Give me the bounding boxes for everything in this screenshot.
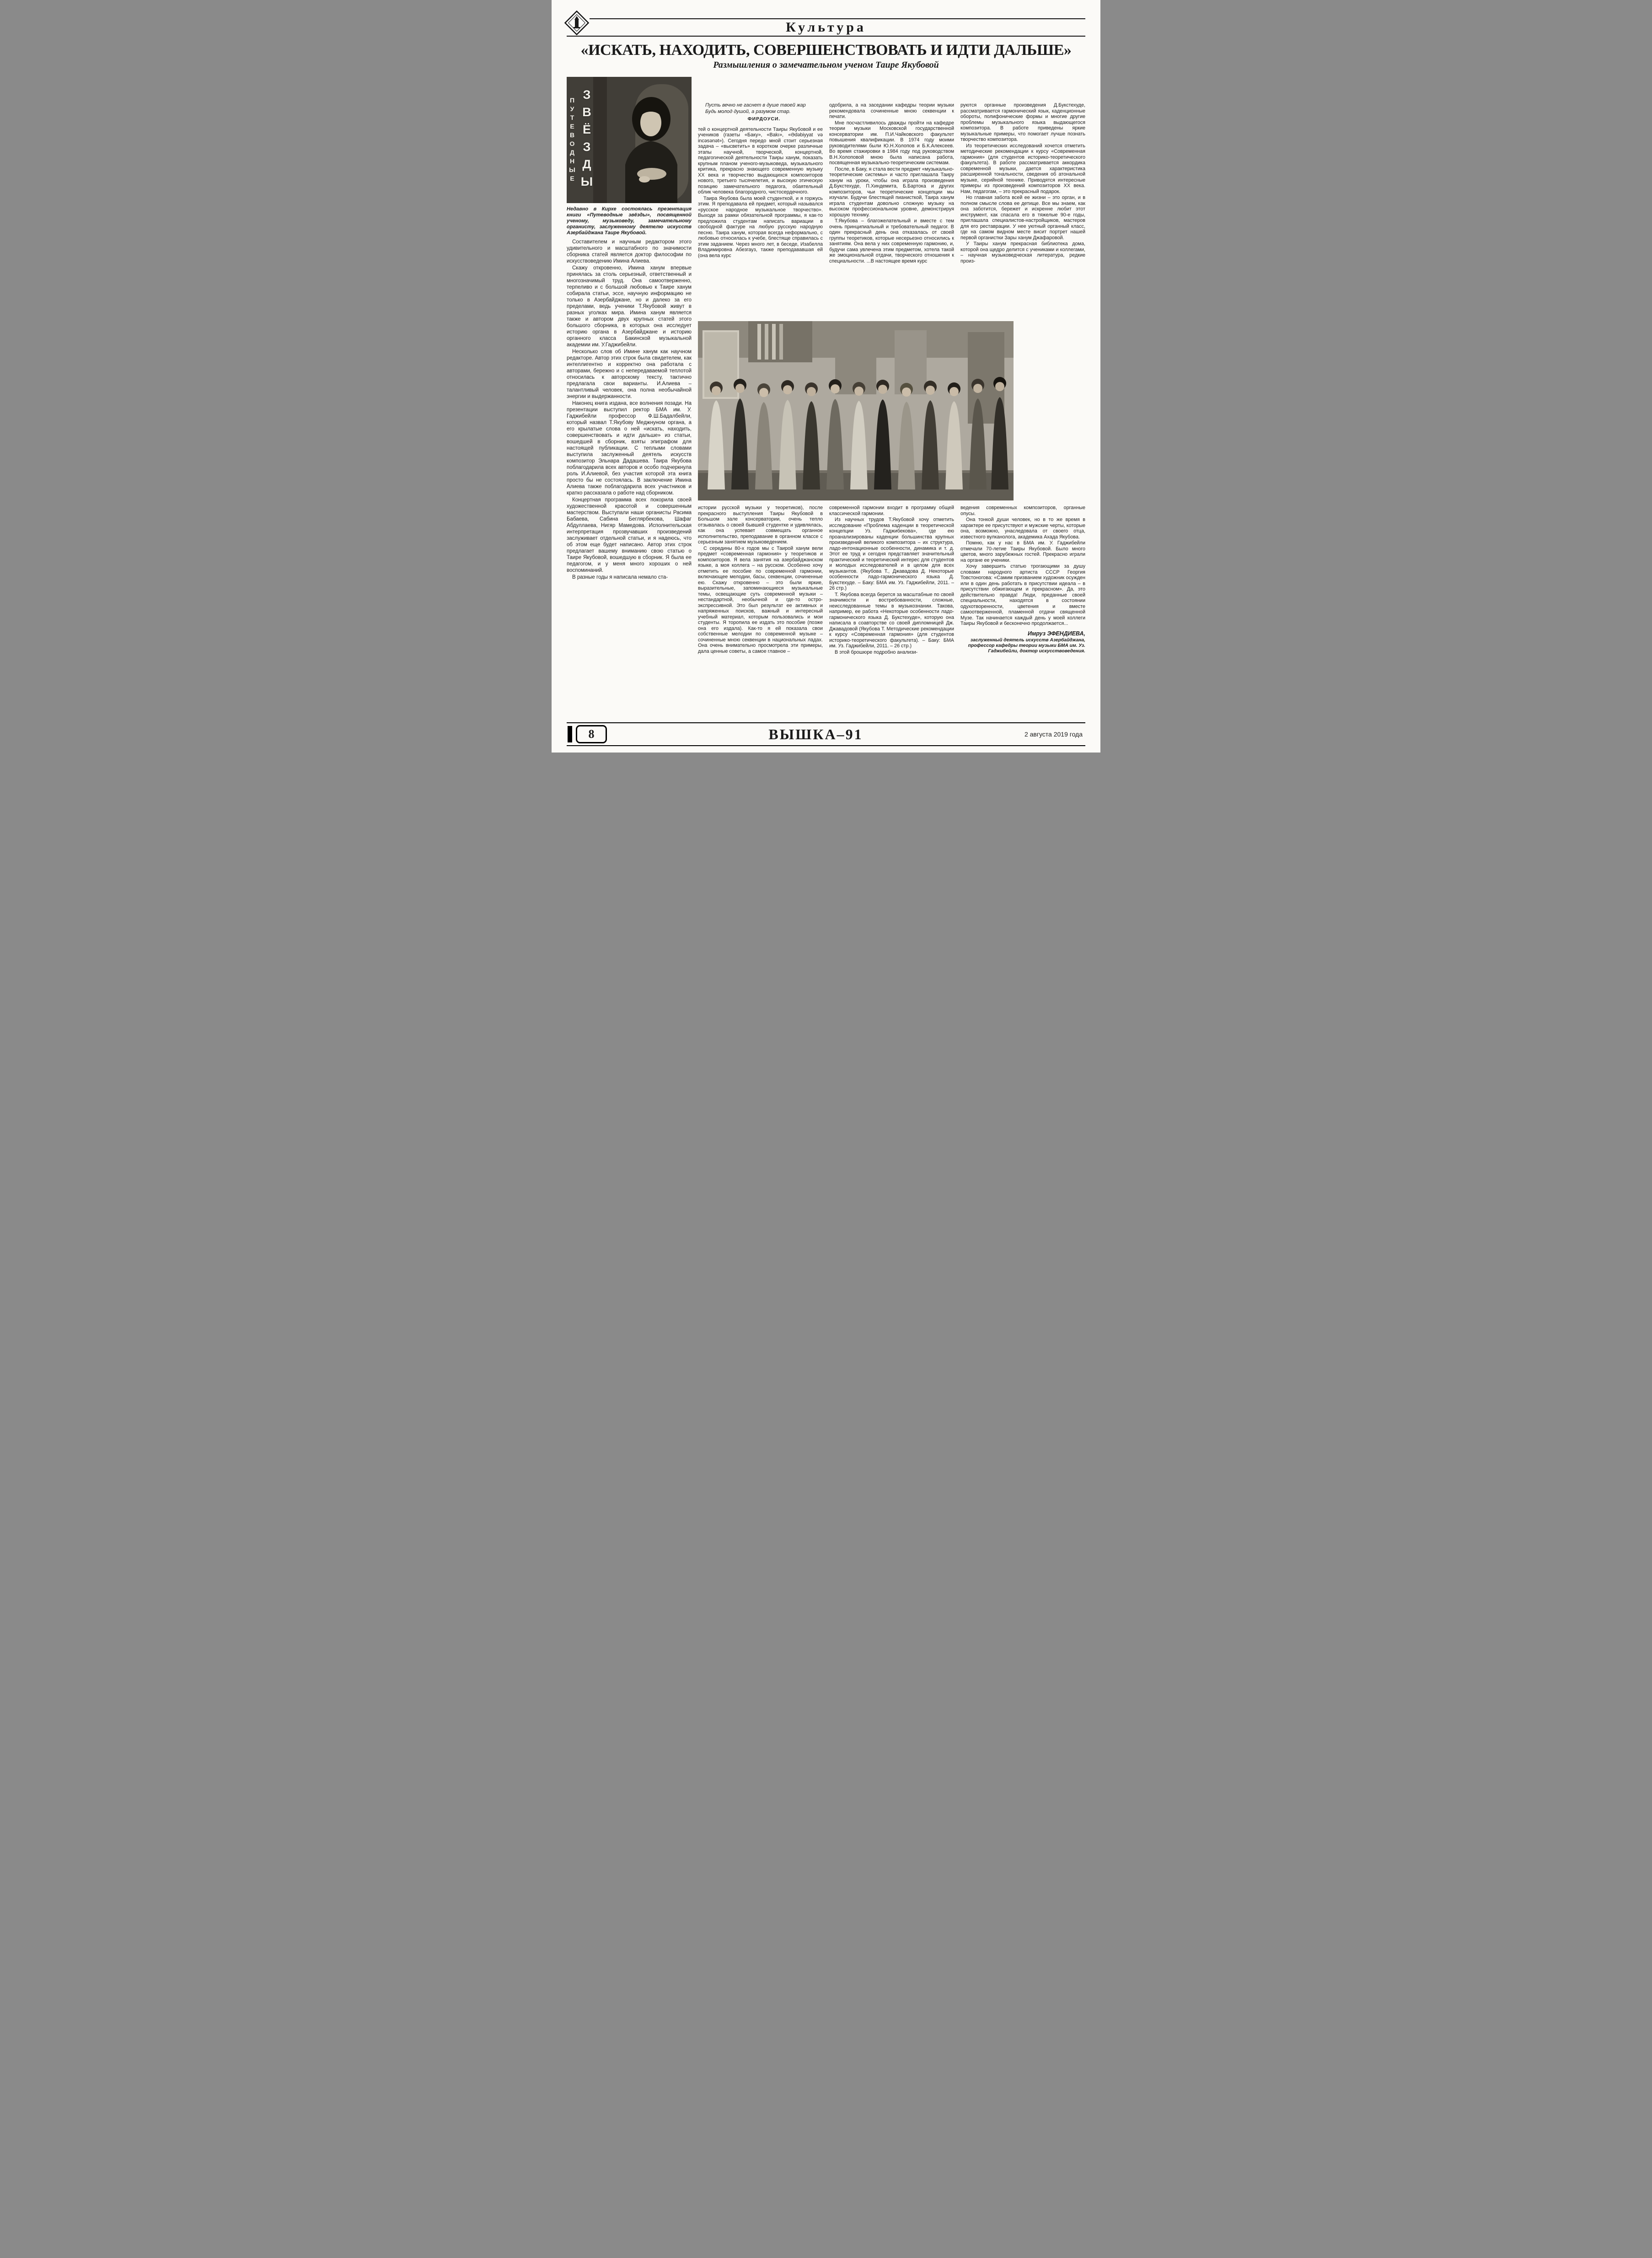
- article-text-col3-top: [829, 102, 954, 264]
- article-subheadline: Размышления о замечательном ученом Таире Якубовой: [713, 60, 939, 70]
- author-name: Имруз ЭФЕНДИЕВА,: [1027, 630, 1085, 637]
- article-text-col2-bottom: [698, 505, 823, 654]
- footer-row: [567, 723, 1085, 745]
- paragraph: тей о концертной деятельности Таиры Якубовой и ее учеников (газеты «Баку», «Ваkı», «Ədəbiyyat və incəsənət»). Сегодня передо мной стоит серьезная задача – «высветить» в коротком очерке различные этапы научной, творческой, концертной, педагогической деятельности Таиры ханум, показать крупным планом ученого-музыковеда, музыкального критика, прекрасно знающего современную музыку XX века и творчество выдающихся композиторов нового, третьего тысячелетия, и высокую этическую позицию замечательного педагога, обаятельный облик человека благородного, чистосердечного.: [698, 126, 823, 195]
- section-header: [567, 7, 1085, 37]
- paragraph: Скажу откровенно, Имина ханум впервые принялась за столь серьезный, ответственный и многозначимый труд. Она самоотверженно, терпеливо и с большой любовью к Таире ханум собирала статьи, эссе, научную информацию не только в Азербайджане, но и далеко за его пределами, ведь ученики Т.Якубовой живут в разных уголках мира. Имина ханум является также и автором двух крупных статей этого большого сборника, в которых она исследует историю органа в Азербайджане и историю органного класса Бакинской музыкальной академии им. У.Гаджибейли.: [567, 265, 692, 348]
- masthead-rule-top: [567, 18, 1085, 19]
- column-4-bottom: [960, 505, 1085, 704]
- footer-edge-bar: [568, 726, 572, 742]
- paragraph: истории русской музыки у теоретиков), после прекрасного выступления Таиры Якубовой в Большом зале консерватории, очень тепло отзывалась о своей бывшей студентке и удивлялась, как она успевает совмещать органное исполнительство, преподавание в органном классе с серьезным занятием музыковедением.: [698, 505, 823, 545]
- article-text-col4-bottom: [960, 505, 1085, 627]
- section-title: Культура: [786, 20, 866, 35]
- paragraph: Хочу завершить статью трогающими за душу словами народного артиста СССР Георгия Товстоногова: «Самим призванием художник осужден или в один день работать в присутствии идеала – в присутствии обжигающем и прекрасном». Да, это действительно правда! Люди, преданные своей специальности, находятся в состоянии одухотворенности, цветения и вместе самоотверженной, пламенной отдачи священной Музе. Так начинается каждый день у моей коллеги Таиры Якубовой и бесконечно продолжается...: [960, 564, 1085, 627]
- paragraph: Она тонкой души человек, но в то же время в характере ее присутствуют и мужские черты, которые она, возможно, унаследовала от своего отца, известного вулканолога, академика Ахада Якубова.: [960, 517, 1085, 540]
- paragraph: Но главная забота всей ее жизни – это орган, и в полном смысле слова ее детище. Все мы знаем, как она заботится, бережет и искренне любит этот инструмент, как спасала его в тяжелые 90-е годы, приглашала специалистов-настройщиков, мастеров для его реставрации. У нее уютный органный класс, где на самом видном месте висит портрет нашей первой органистки Зары ханум Джафаровой.: [960, 195, 1085, 241]
- paragraph: Концертная программа всех покорила своей художественной красотой и совершенным мастерством. Выступали наши органисты Расима Бабаева, Сабина Беглярбекова, Шафаг Абдуллаева, Нигяр Мамедова. Исполнительская интерпретация прозвучавших произведений заслуживает отдельной статьи, и я надеюсь, что об этом еще будет написано. Автор этих строк предлагает вашему вниманию свою статью о Таире Якубовой, вошедшую в сборник. Я была ее педагогом, и у меня много хороших о ней воспоминаний.: [567, 497, 692, 574]
- column-2-top: [698, 102, 823, 317]
- epigraph-line: Пусть вечно не гаснет в душе твоей жар: [705, 102, 806, 108]
- epigraph-attribution: ФИРДОУСИ.: [747, 116, 781, 122]
- paragraph: У Таиры ханум прекрасная библиотека дома, которой она щедро делится с учениками и коллегами, – научная музыковедческая литература, редкие произ-: [960, 241, 1085, 264]
- column-3-top: [829, 102, 954, 317]
- article-text-col3-bottom: [829, 505, 954, 655]
- page-number-value: 8: [588, 727, 595, 741]
- paragraph: Составителем и научным редактором этого удивительного и масштабного по значимости сборника статей является доктор философии по искусствоведению Имина Алиева.: [567, 239, 692, 264]
- article-text-col4-top: [960, 102, 1085, 264]
- paragraph: Таира Якубова была моей студенткой, и я горжусь этим. Я преподавала ей предмет, который назывался «русское народное музыкальное творчество». Выходя за рамки обязательной программы, я как-то предложила студентам написать вариации в свободной фактуре на любую русскую народную песню. Таира ханум, которая всегда неформально, с любовью относилась к учебе, блестяще справилась с этим заданием. Через много лет, в беседе, Изабелла Владимировна Абезгауз, также преподававшая ей (она вела курс: [698, 195, 823, 258]
- group-photo: [698, 321, 1014, 500]
- paragraph: В этой брошюре подробно анализи-: [835, 649, 918, 655]
- newspaper-page: [552, 0, 1100, 753]
- article-headline: «ИСКАТЬ, НАХОДИТЬ, СОВЕРШЕНСТВОВАТЬ И ИДТИ ДАЛЬШЕ»: [580, 41, 1072, 59]
- paragraph: ведения современных композиторов, органные опусы.: [960, 505, 1085, 516]
- columns-2-4: [698, 77, 1085, 704]
- paragraph: В разные годы я написала немало ста-: [572, 575, 668, 581]
- column-1: [567, 77, 692, 704]
- issue-date: 2 августа 2019 года: [1024, 731, 1083, 738]
- page-number: [576, 725, 607, 743]
- upper-text-row: [698, 102, 1085, 317]
- rubric-vertical-title-word2: ЗВЁЗДЫ: [580, 88, 594, 193]
- photo-caption: Недавно в Кирхе состоялась презентация книги «Путеводные звёзды», посвященной ученому, музыковеду, замечательному органисту, заслуженному деятелю искусств Азербайджана Таире Якубовой.: [567, 206, 692, 236]
- author-title: заслуженный деятель искусств Азербайджана, профессор кафедры теории музыки БМА им. Уз. Гаджибейли, доктор искусствоведения.: [968, 637, 1085, 654]
- newspaper-emblem-icon: [564, 10, 590, 36]
- article-text-col2-top: [698, 127, 823, 259]
- author-signature: [960, 630, 1085, 654]
- paragraph: Из теоретических исследований хочется отметить методические рекомендации к курсу «Современная гармония» (для студентов историко-теоретического факультета). В работе рассматривается аккордика современной музыки, дается характеристика расширенной тональности, сведения об атональной музыке, серийной технике. Приводятся интересные примеры из произведений композиторов XX века. Нам, педагогам, – это прекрасный подарок.: [960, 143, 1085, 194]
- paragraph: Помню, как у нас в БМА им. У. Гаджибейли отмечали 70-летие Таиры Якубовой. Было много цветов, много зарубежных гостей. Прекрасно играли на органе ее ученики.: [960, 540, 1085, 563]
- lower-text-row: [698, 505, 1085, 704]
- column-3-bottom: [829, 505, 954, 704]
- paragraph: руются органные произведения Д.Букстехуде, рассматривается гармонический язык, каденционные обороты, полифонические формы и многие другие проблемы музыкального языка выдающегося композитора. В работе приведены яркие музыкальные примеры, что помогает лучше познать творчество композитора.: [960, 102, 1085, 143]
- paragraph: Наконец книга издана, все волнения позади. На презентации выступил ректор БМА им. У. Гаджибейли профессор Ф.Ш.Бадалбейли, который назвал Т.Якубову Меджнуном органа, а его крылатые слова о ней «искать, находить, совершенствовать и идти дальше» из статьи, вошедшей в сборник, взяты эпиграфом для настоящей публикации. С теплыми словами выступила заслуженный деятель искусств композитор Эльнара Дадашева. Таира Якубова поблагодарила всех авторов и особо подчеркнула роль И.Алиевой, без участия которой эта книга просто бы не состоялась. В заключение Имина Алиева также поблагодарила всех участников и кратко рассказала о работе над сборником.: [567, 401, 692, 496]
- article-body: [567, 77, 1085, 704]
- paragraph: Т.Якубова – благожелательный и вместе с тем очень принципиальный и требовательный педагог. В один прекрасный день она отказалась от своей группы теоретиков, которые несерьезно относились к занятиям. Она вела у них современную гармонию, и, будучи сама увлечена этим предметом, хотела такой же эмоциональной отдачи, творческого отношения к специальности. ...В настоящее время курс: [829, 218, 954, 264]
- epigraph: [705, 102, 823, 123]
- masthead-rule-bottom: [567, 36, 1085, 37]
- article-text-col1: [567, 239, 692, 704]
- paragraph: С середины 80-х годов мы с Таирой ханум вели предмет «современная гармония» у теоретиков и композиторов. Я вела занятия на азербайджанском языке, а моя коллега – на русском. Особенно хочу отметить ее пособие по современной гармонии, включающее мелодии, басы, секвенции, сочиненные ею. Скажу откровенно – это были яркие, выразительные, запоминающиеся музыкальные темы, освещающие суть современной музыки – нестандартной, необычной и где-то остро-экспрессивной. Это был результат ее активных и напряженных поисков, важный и интересный учебный материал, которым пользовались и мои студенты. Я торопила ее издать это пособие (позже она его издала). Как-то я ей показала свои собственные мелодии по современной музыке – сочиненные мною секвенции в национальных ладах. Она очень внимательно просмотрела эти примеры, дала ценные советы, а самое главное –: [698, 545, 823, 654]
- portrait-photo: [567, 77, 692, 203]
- paragraph: После, в Баку, я стала вести предмет «музыкально-теоретические системы» и часто приглашала Таиру ханум на уроки, чтобы она играла произведения Д.Букстехуде, П.Хиндемита, Б.Бартока и других композиторов, чьи теоретические концепции мы изучали. Будучи блестящей пианисткой, Таира ханум играла студентам довольно сложную музыку на высоком профессиональном уровне, демонстрируя хорошую технику.: [829, 166, 954, 218]
- paragraph: Несколько слов об Имине ханум как научном редакторе. Автор этих строк была свидетелем, как интеллигентно и корректно она работала с авторами, бережно и с непередаваемой теплотой относилась к авторскому тексту, тактично предлагала свои варианты. И.Алиева – талантливый человек, она полна необычайной энергии и выдержанности.: [567, 349, 692, 400]
- rubric-vertical-title-word1: ПУТЕВОДНЫЕ: [569, 97, 576, 184]
- paragraph: Мне посчастливилось дважды пройти на кафедре теории музыки Московской государственной консерватории им. П.И.Чайковского факультет повышения квалификации. В 1974 году моими руководителями были Ю.Н.Холопов и Б.К.Алексеев. Во время стажировки в 1984 году под руководством В.Н.Холоповой мною была написана работа, посвященная музыкально-теоретическим системам.: [829, 120, 954, 166]
- paragraph: Из научных трудов Т.Якубовой хочу отметить исследование «Проблема каденции в теоретической концепции Уз. Гаджибекова», где ею проанализированы каденции большинства крупных произведений великого композитора – их структура, ладо-интонационные особенности, динамика и т. д. Этот ее труд и сегодня представляет значительный практический и теоретический интерес для студентов и молодых исследователей и в целом для всех музыкантов. (Якубова Т., Джавадова Д. Некоторые особенности ладо-гармонического языка Д. Букстехуде. – Баку: БМА им. Уз. Гаджибейли, 2011. – 26 стр.): [829, 517, 954, 591]
- column-4-top: [960, 102, 1085, 317]
- epigraph-line: Будь молод душой, а разумом стар.: [705, 108, 791, 114]
- column-2-bottom: [698, 505, 823, 704]
- group-photo-image: [698, 321, 1014, 500]
- page-footer: [567, 722, 1085, 746]
- newspaper-name: ВЫШКА–91: [768, 726, 863, 742]
- paragraph: современной гармонии входит в программу общей классической гармонии.: [829, 505, 954, 516]
- paragraph: одобрила, а на заседании кафедры теории музыки рекомендовала сочиненные мною секвенции к печати.: [829, 102, 954, 120]
- paragraph: Т. Якубова всегда берется за масштабные по своей значимости и востребованности, сложные, неисследованные темы в музыкознании. Такова, например, ее работа «Некоторые особенности ладо-гармонического языка Д. Букстехуде», которую она написала в соавторстве со своей дипломницей Дж. Джавадовой (Якубова Т. Методические рекомендации к курсу «Современная гармония» (для студентов историко-теоретического факультета). – Баку: БМА им. Уз. Гаджибейли, 2011. – 26 стр.): [829, 591, 954, 649]
